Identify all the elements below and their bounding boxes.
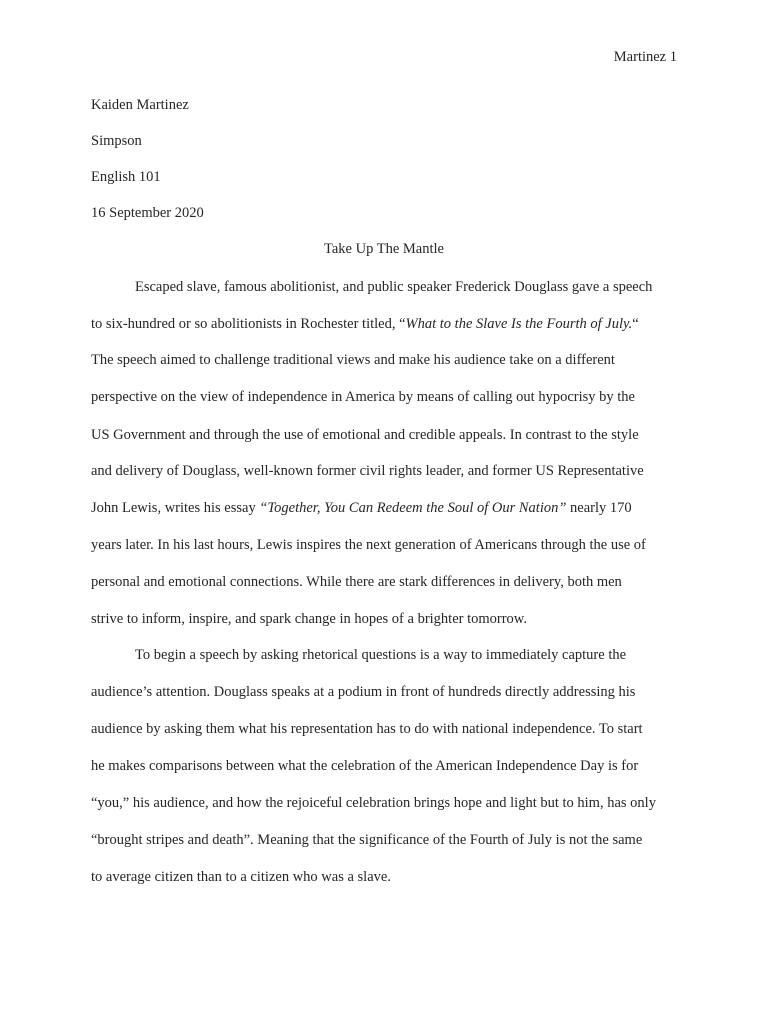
paragraph-line: The speech aimed to challenge traditional views and make his audience take on a different [91,352,615,368]
essay-title: Take Up The Mantle [324,241,444,257]
paragraph-line: audience’s attention. Douglass speaks at a podium in front of hundreds directly addressing his [91,684,636,700]
paragraph-line: he makes comparisons between what the celebration of the American Independence Day is for [91,758,639,774]
paragraph-line: to average citizen than to a citizen who was a slave. [91,869,391,885]
paragraph-line: and delivery of Douglass, well-known former civil rights leader, and former US Representative [91,463,644,479]
paragraph-line: “you,” his audience, and how the rejoiceful celebration brings hope and light but to him, has only [91,795,656,811]
paragraph-line: “brought stripes and death”. Meaning that the significance of the Fourth of July is not the same [91,832,643,848]
paragraph-line: years later. In his last hours, Lewis inspires the next generation of Americans through the use of [91,537,646,553]
paragraph-line: Escaped slave, famous abolitionist, and public speaker Frederick Douglass gave a speech [135,279,653,295]
text-span: nearly 170 [566,500,632,516]
text-span: “ [632,316,639,332]
paragraph-line [91,315,681,333]
running-head: Martinez 1 [613,49,677,65]
text-span: John Lewis, writes his essay [91,500,260,516]
paragraph-line: To begin a speech by asking rhetorical questions is a way to immediately capture the [135,647,627,663]
paragraph-line: audience by asking them what his representation has to do with national independence. To start [91,721,643,737]
text-span: to six-hundred or so abolitionists in Rochester titled, “ [91,316,406,332]
course-name: English 101 [91,169,161,185]
instructor-name: Simpson [91,133,142,149]
paragraph-line: US Government and through the use of emotional and credible appeals. In contrast to the style [91,427,639,443]
paragraph-line: strive to inform, inspire, and spark change in hopes of a brighter tomorrow. [91,611,527,627]
essay-title-reference: “Together, You Can Redeem the Soul of Our Nation” [259,500,567,516]
paragraph-line: perspective on the view of independence in America by means of calling out hypocrisy by the [91,389,635,405]
paragraph-line: personal and emotional connections. While there are stark differences in delivery, both men [91,574,622,590]
speech-title: What to the Slave Is the Fourth of July. [405,316,633,332]
author-name: Kaiden Martinez [91,97,189,113]
paragraph-line [91,499,681,517]
date: 16 September 2020 [91,205,204,221]
